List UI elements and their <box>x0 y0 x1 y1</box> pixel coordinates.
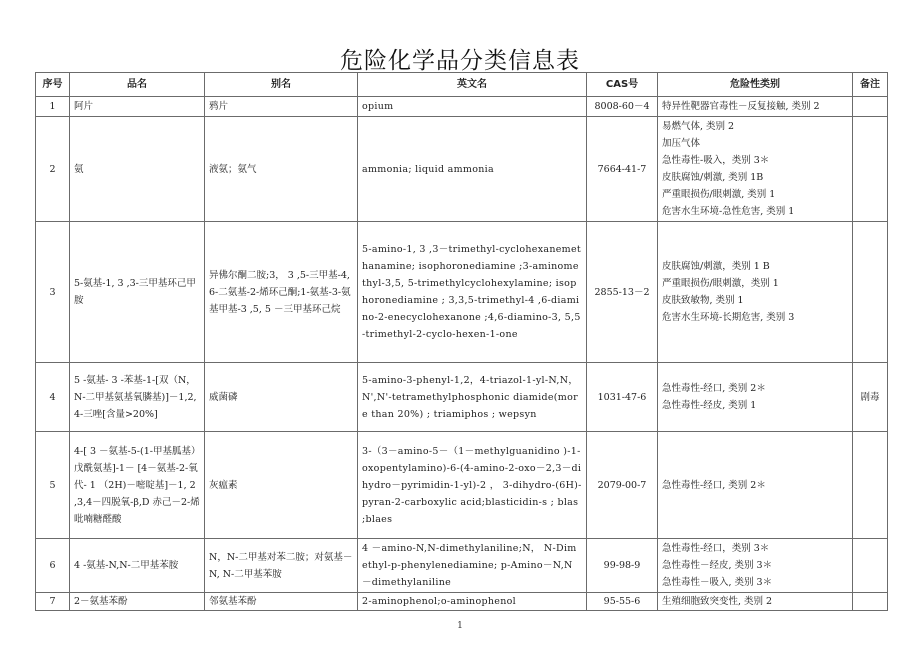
cell-cas: 8008-60－4 <box>587 97 658 117</box>
cell-hazard-class <box>658 539 853 593</box>
cell-cas: 7664-41-7 <box>587 117 658 222</box>
cell-english-name: 5-amino-1, 3 ,3－trimethyl-cyclohexanemethanamine; isophoronediamine ;3-aminomethyl-3,5, 5-trimethylcyclohexylamine; isophoronediamine ; 3,3,5-trimethyl-4 ,6-diamino-2-enecyclohexanone ;4,6-diamino-3, 5,5-trimethyl-2-cyclo-hexen-1-one <box>358 222 587 363</box>
cell-hazard-class <box>658 97 853 117</box>
header-hazard-class: 危险性类别 <box>658 73 853 97</box>
cell-hazard-class <box>658 593 853 611</box>
cell-cas: 95-55-6 <box>587 593 658 611</box>
header-name: 品名 <box>70 73 205 97</box>
cell-no: 4 <box>36 363 70 432</box>
page-title: 危险化学品分类信息表 <box>340 48 580 74</box>
hazard-line: 危害水生环境-急性危害, 类别 1 <box>662 206 795 217</box>
cell-alias: 邻氨基苯酚 <box>205 593 358 611</box>
cell-remark <box>853 432 888 539</box>
hazard-line: 严重眼损伤/眼刺激, 类别 1 <box>662 189 776 200</box>
hazard-line: 特异性靶器官毒性－反复接触, 类别 2 <box>662 101 820 112</box>
header-no: 序号 <box>36 73 70 97</box>
header-alias: 别名 <box>205 73 358 97</box>
table-row <box>36 117 888 222</box>
hazard-line: 急性毒性－经皮, 类别 3＊ <box>662 560 773 571</box>
hazard-line: 急性毒性-经皮, 类别 1 <box>662 400 757 411</box>
hazard-line: 危害水生环境-长期危害, 类别 3 <box>662 312 795 323</box>
cell-no: 2 <box>36 117 70 222</box>
cell-name: 4-[ 3 －氨基-5-(1-甲基胍基）戊酰氨基]-1－ [4－氨基-2-氧代- 1 （2H)－嘧啶基]－1, 2 ,3,4－四脱氧-β,D 赤己－2-烯吡喃糖醛酸 <box>70 432 205 539</box>
table-row <box>36 432 888 539</box>
table-row <box>36 222 888 363</box>
cell-english-name: 3-（3－amino-5－（1－methylguanidino )-1-oxopentylamino)-6-(4-amino-2-oxo－2,3－dihydro－pyrimidin-1-yl)-2 ， 3-dihydro-(6H)-pyran-2-carboxylic acid;blasticidin-s ; blas ;blaes <box>358 432 587 539</box>
cell-name: 4 -氨基-N,N-二甲基苯胺 <box>70 539 205 593</box>
cell-remark <box>853 117 888 222</box>
header-english-name: 英文名 <box>358 73 587 97</box>
cell-name: 氨 <box>70 117 205 222</box>
cell-no: 6 <box>36 539 70 593</box>
cell-english-name: 4 －amino-N,N-dimethylaniline;N， N-Dimethyl-p-phenylenediamine; p-Amino－N,N－dimethylaniline <box>358 539 587 593</box>
cell-cas: 2079-00-7 <box>587 432 658 539</box>
hazard-line: 急性毒性-经口, 类别 2＊ <box>662 383 766 394</box>
cell-no: 1 <box>36 97 70 117</box>
hazard-line: 加压气体 <box>662 138 701 149</box>
cell-english-name: ammonia; liquid ammonia <box>358 117 587 222</box>
cell-name: 5 -氨基- 3 -苯基-1-[双（N，N-二甲基氨基氧膦基)]－1,2,4-三唑[含量>20%] <box>70 363 205 432</box>
hazard-line: 急性毒性－吸入, 类别 3＊ <box>662 577 773 588</box>
hazard-line: 皮肤腐蚀/刺激, 类别 1B <box>662 172 764 183</box>
table-row <box>36 97 888 117</box>
cell-cas: 1031-47-6 <box>587 363 658 432</box>
hazard-classification-table <box>35 72 888 611</box>
hazard-line: 急性毒性-经口，类别 3＊ <box>662 543 770 554</box>
table-row <box>36 539 888 593</box>
hazard-line: 急性毒性-吸入，类别 3＊ <box>662 155 770 166</box>
cell-remark <box>853 539 888 593</box>
hazard-line: 生殖细胞致突变性, 类别 2 <box>662 596 773 607</box>
cell-alias: 鸦片 <box>205 97 358 117</box>
cell-hazard-class <box>658 117 853 222</box>
hazard-line: 严重眼损伤/眼刺激，类别 1 <box>662 278 779 289</box>
hazard-line: 皮肤致敏物, 类别 1 <box>662 295 744 306</box>
cell-remark <box>853 97 888 117</box>
hazard-line: 易燃气体, 类别 2 <box>662 121 735 132</box>
cell-alias: 液氨；氨气 <box>205 117 358 222</box>
cell-english-name: 2-aminophenol;o-aminophenol <box>358 593 587 611</box>
cell-remark: 剧毒 <box>853 363 888 432</box>
cell-alias: 威菌磷 <box>205 363 358 432</box>
cell-hazard-class <box>658 432 853 539</box>
cell-name: 2－氨基苯酚 <box>70 593 205 611</box>
table-row <box>36 593 888 611</box>
cell-cas: 99-98-9 <box>587 539 658 593</box>
cell-no: 7 <box>36 593 70 611</box>
cell-remark <box>853 222 888 363</box>
cell-english-name: 5-amino-3-phenyl-1,2，4-triazol-1-yl-N,N，N',N'-tetramethylphosphonic diamide(more than 20%) ; triamiphos ; wepsyn <box>358 363 587 432</box>
table-header-row <box>36 73 888 97</box>
header-cas: CAS号 <box>587 73 658 97</box>
cell-alias: 灰瘟素 <box>205 432 358 539</box>
cell-english-name: opium <box>358 97 587 117</box>
hazard-line: 皮肤腐蚀/刺激，类别 1 B <box>662 261 770 272</box>
cell-no: 3 <box>36 222 70 363</box>
cell-alias: 异佛尔酮二胺;3， 3 ,5-三甲基-4,6-二氨基-2-烯环己酮;1-氨基-3-氨基甲基-3 ,5, 5 －三甲基环己烷 <box>205 222 358 363</box>
cell-cas: 2855-13－2 <box>587 222 658 363</box>
hazard-line: 急性毒性-经口, 类别 2＊ <box>662 479 766 491</box>
header-remark: 备注 <box>853 73 888 97</box>
cell-no: 5 <box>36 432 70 539</box>
page-number: 1 <box>457 621 463 631</box>
cell-alias: N，N-二甲基对苯二胺；对氨基－N, N-二甲基苯胺 <box>205 539 358 593</box>
cell-hazard-class <box>658 222 853 363</box>
cell-name: 5-氨基-1, 3 ,3-三甲基环己甲胺 <box>70 222 205 363</box>
cell-hazard-class <box>658 363 853 432</box>
cell-name: 阿片 <box>70 97 205 117</box>
table-row <box>36 363 888 432</box>
cell-remark <box>853 593 888 611</box>
